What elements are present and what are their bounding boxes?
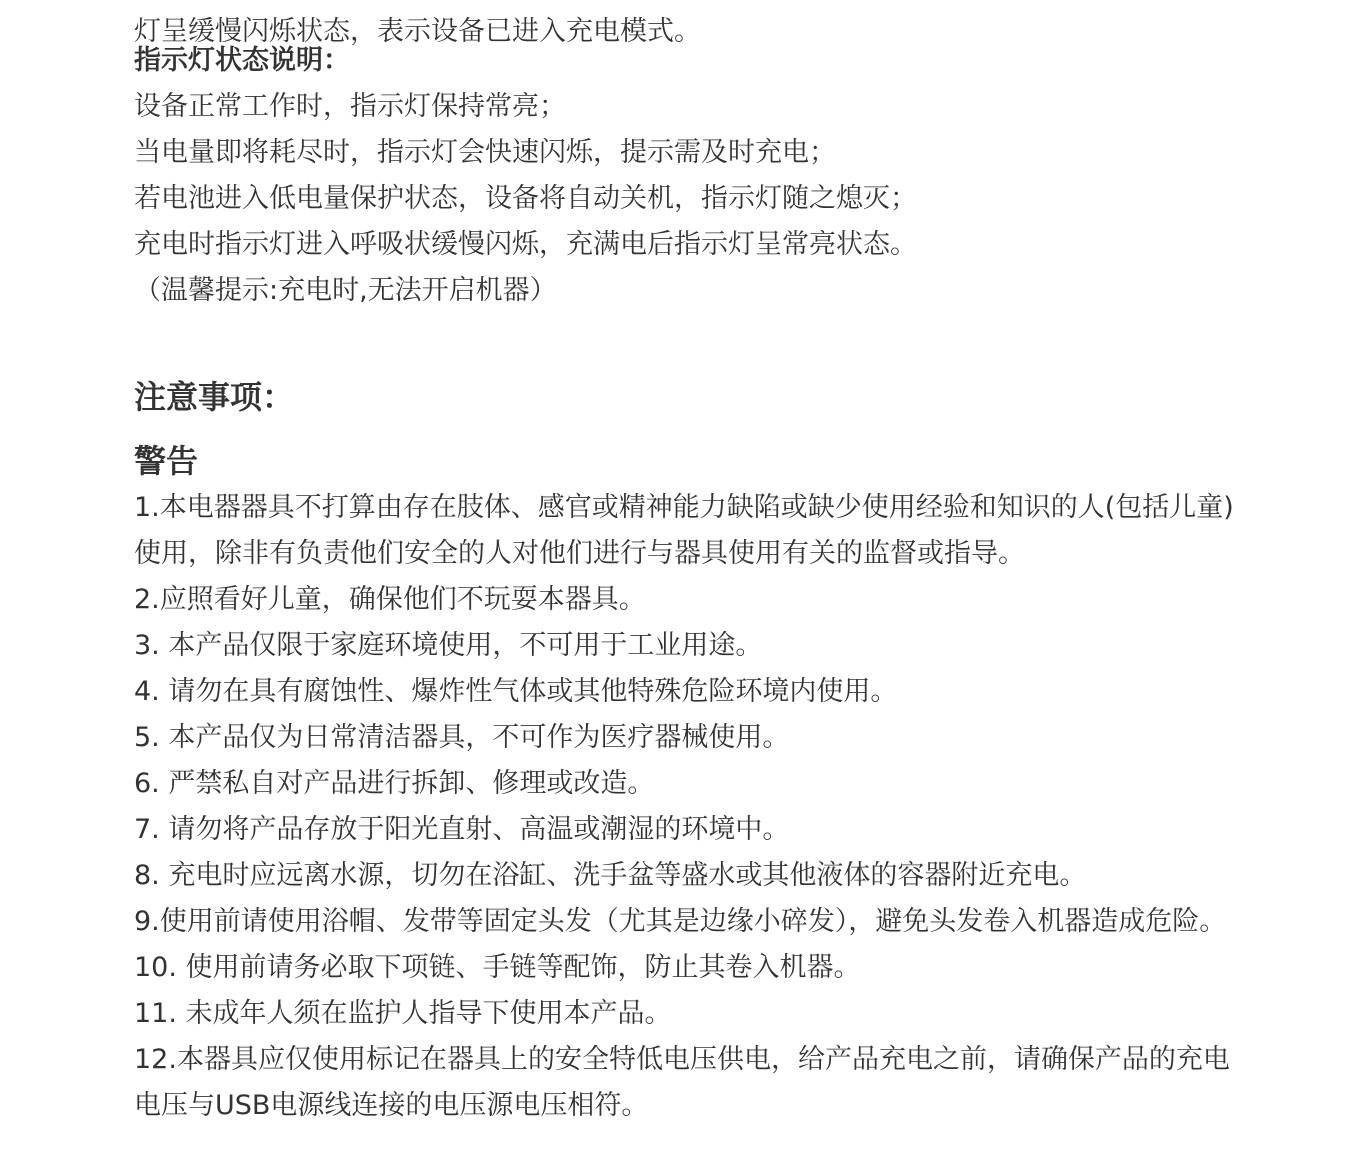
- cut-off-line: 灯呈缓慢闪烁状态，表示设备已进入充电模式。: [134, 16, 701, 47]
- indicator-tip: （温馨提示:充电时,无法开启机器）: [134, 275, 557, 306]
- indicator-line: 若电池进入低电量保护状态，设备将自动关机，指示灯随之熄灭；: [134, 183, 917, 214]
- warning-item: 5. 本产品仅为日常清洁器具，不可作为医疗器械使用。: [134, 722, 790, 753]
- warning-item: 9.使用前请使用浴帽、发带等固定头发（尤其是边缘小碎发），避免头发卷入机器造成危险。: [134, 906, 1227, 937]
- indicator-line: 当电量即将耗尽时，指示灯会快速闪烁，提示需及时充电；: [134, 137, 836, 168]
- warning-section: [134, 437, 1242, 1129]
- warning-item: 7. 请勿将产品存放于阳光直射、高温或潮湿的环境中。: [134, 814, 790, 845]
- warning-item: 2.应照看好儿童，确保他们不玩耍本器具。: [134, 584, 646, 615]
- indicator-section: [134, 38, 1242, 314]
- warning-item: 10. 使用前请务必取下项链、手链等配饰，防止其卷入机器。: [134, 952, 861, 983]
- warning-title: 警告: [134, 442, 199, 480]
- warning-item: 12.本器具应仅使用标记在器具上的安全特低电压供电，给产品充电之前，请确保产品的充电电压与USB电源线连接的电压源电压相符。: [134, 1044, 1230, 1121]
- warning-item: 4. 请勿在具有腐蚀性、爆炸性气体或其他特殊危险环境内使用。: [134, 676, 898, 707]
- notes-title: 注意事项：: [134, 378, 295, 416]
- warning-item: 11. 未成年人须在监护人指导下使用本产品。: [134, 998, 672, 1029]
- warning-item: 6. 严禁私自对产品进行拆卸、修理或改造。: [134, 768, 655, 799]
- indicator-line: 充电时指示灯进入呼吸状缓慢闪烁，充满电后指示灯呈常亮状态。: [134, 229, 917, 260]
- warning-item: 3. 本产品仅限于家庭环境使用，不可用于工业用途。: [134, 630, 763, 661]
- indicator-heading: 指示灯状态说明：: [134, 45, 350, 76]
- indicator-line: 设备正常工作时，指示灯保持常亮；: [134, 91, 566, 122]
- warning-item: 1.本电器器具不打算由存在肢体、感官或精神能力缺陷或缺少使用经验和知识的人(包括儿童)使用，除非有负责他们安全的人对他们进行与器具使用有关的监督或指导。: [134, 492, 1234, 569]
- warning-item: 8. 充电时应远离水源，切勿在浴缸、洗手盆等盛水或其他液体的容器附近充电。: [134, 860, 1087, 891]
